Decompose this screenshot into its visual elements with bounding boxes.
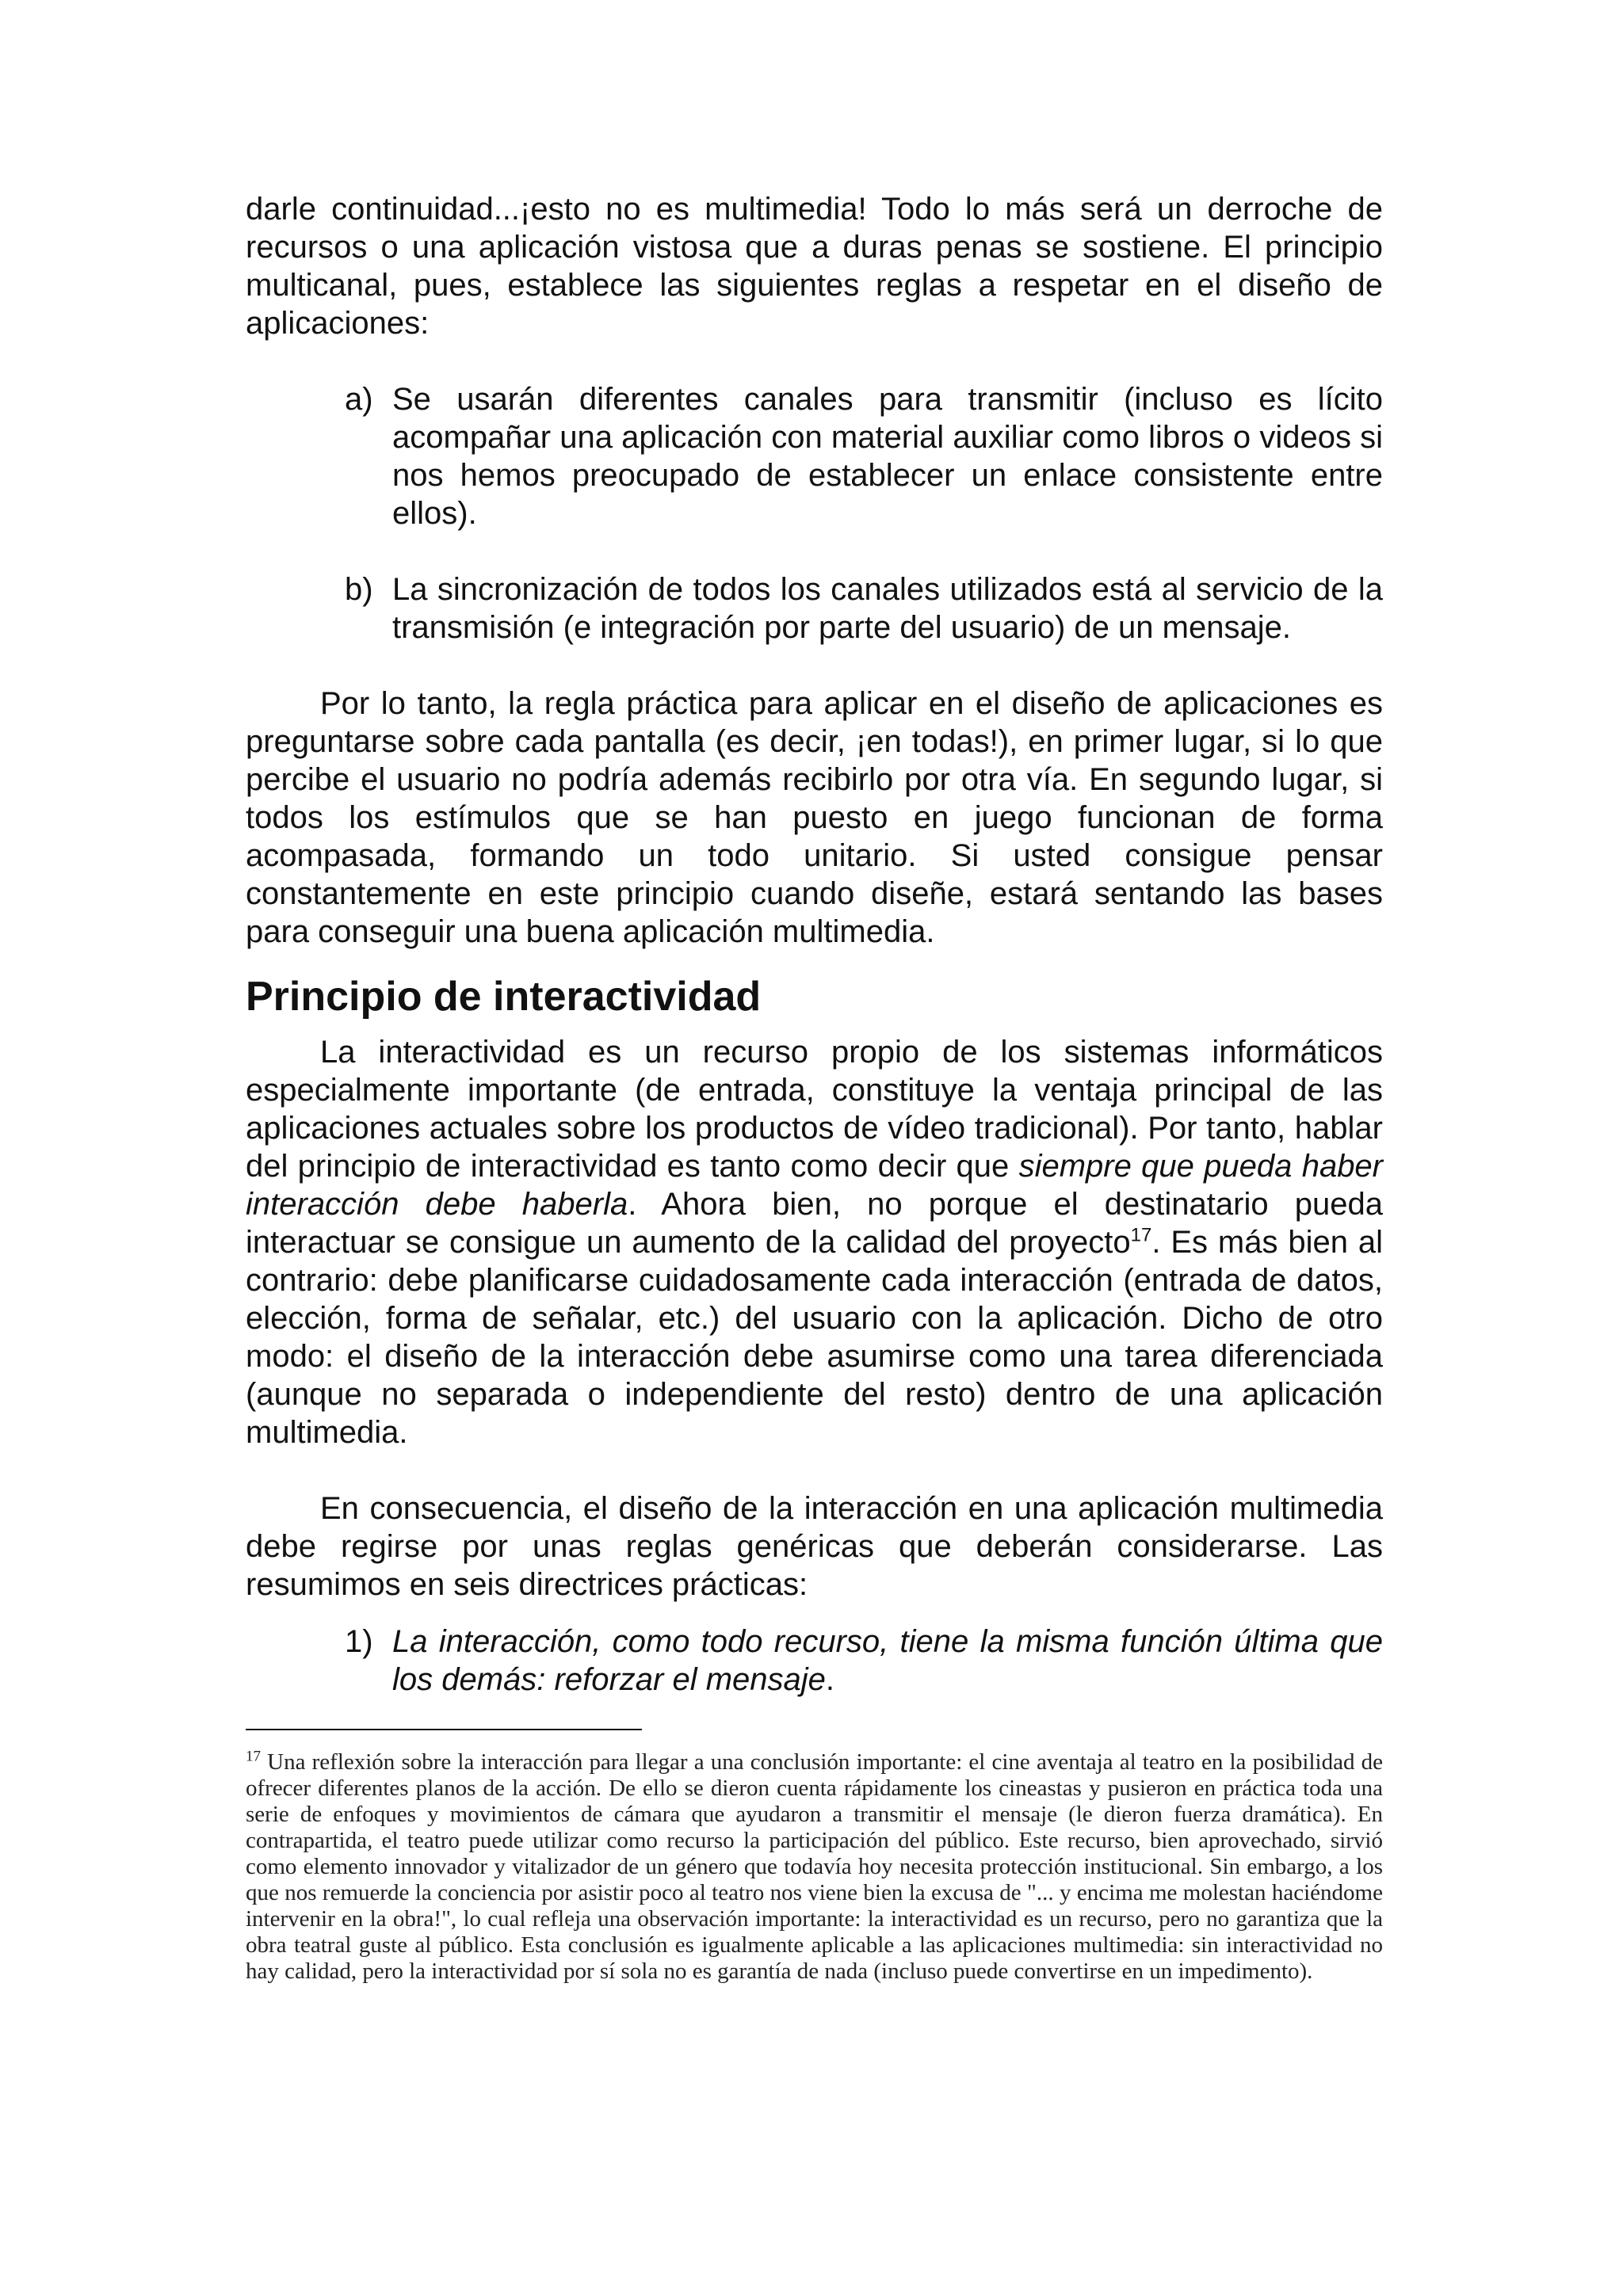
paragraph-interactividad — [246, 1033, 1383, 1451]
list-marker: a) — [345, 382, 373, 417]
footnote-17 — [246, 1749, 1383, 1985]
document-page — [246, 190, 1383, 1985]
list-item-a — [345, 380, 1383, 532]
list-item-text: . — [825, 1662, 835, 1697]
list-item-1 — [345, 1623, 1383, 1699]
list-marker: 1) — [345, 1624, 373, 1659]
paragraph-practical-rule: Por lo tanto, la regla práctica para aplicar en el diseño de aplicaciones es preguntarse sobre cada pantalla (es decir, ¡en todas!), en primer lugar, si lo que percibe el usuario no podría además recibirlo por otra vía. En segundo lugar, si todos los estímulos que se han puesto en juego funcionan de forma acompasada, formando un todo unitario. Si usted consigue pensar constantemente en este principio cuando diseñe, estará sentando las bases para conseguir una buena aplicación multimedia. — [246, 686, 1383, 949]
list-item-b — [345, 570, 1383, 646]
list-item-text: La sincronización de todos los canales utilizados está al servicio de la transmisión (e integración por parte del usuario) de un mensaje. — [392, 572, 1383, 645]
footnote-text: Una reflexión sobre la interacción para llegar a una conclusión importante: el cine aventaja al teatro en la posibilidad de ofrecer diferentes planos de la acción. De ello se dieron cuenta rápidamente los cineastas y pusieron en práctica toda una serie de enfoques y movimientos de cámara que ayudaron a transmitir el mensaje (le dieron fuerza dramática). En contrapartida, el teatro puede utilizar como recurso la participación del público. Este recurso, bien aprovechado, sirvió como elemento innovador y vitalizador de un género que todavía hoy necesita protección institucional. Sin embargo, a los que nos remuerde la conciencia por asistir poco al teatro nos viene bien la excusa de "... y encima me molestan haciéndome intervenir en la obra!", lo cual refleja una observación importante: la interactividad es un recurso, pero no garantiza que la obra teatral guste al público. Esta conclusión es igualmente aplicable a las aplicaciones multimedia: sin interactividad no hay calidad, pero la interactividad por sí sola no es garantía de nada (incluso puede convertirse en un impedimento). — [246, 1749, 1383, 1984]
paragraph-multicanal-rules: darle continuidad...¡esto no es multimedia! Todo lo más será un derroche de recursos o una aplicación vistosa que a duras penas se sostiene. El principio multicanal, pues, establece las siguientes reglas a respetar en el diseño de aplicaciones: — [246, 192, 1383, 341]
text-run: La interactividad es un recurso propio de los sistemas informáticos especialmente importante (de entrada, constituye la ventaja principal de las aplicaciones actuales sobre los productos de vídeo tradicional). Por tanto, hablar del principio de interactividad es tanto como decir que — [246, 1035, 1383, 1184]
footnote-number: 17 — [246, 1748, 261, 1765]
list-marker: b) — [345, 572, 373, 607]
letter-list — [246, 380, 1383, 646]
text-run: . Ahora bien, no porque el destinatario pueda interactuar se consigue un aumento de la calidad del proyecto — [246, 1187, 1383, 1260]
section-heading: Principio de interactividad — [246, 974, 762, 1020]
number-list — [246, 1623, 1383, 1699]
list-item-text-italic: La interacción, como todo recurso, tiene la misma función última que los demás: reforzar el mensaje — [392, 1624, 1383, 1697]
footnote-reference[interactable]: 17 — [1130, 1224, 1152, 1246]
paragraph-consecuencia: En consecuencia, el diseño de la interacción en una aplicación multimedia debe regirse por unas reglas genéricas que deberán considerarse. Las resumimos en seis directrices prácticas: — [246, 1491, 1383, 1602]
italic-text-run: siempre que pueda haber interacción debe haberla — [246, 1149, 1383, 1222]
list-item-text: Se usarán diferentes canales para transmitir (incluso es lícito acompañar una aplicación con material auxiliar como libros o videos si nos hemos preocupado de establecer un enlace consistente entre ellos). — [392, 382, 1383, 531]
text-run: . Es más bien al contrario: debe planificarse cuidadosamente cada interacción (entrada de datos, elección, forma de señalar, etc.) del usuario con la aplicación. Dicho de otro modo: el diseño de la interacción debe asumirse como una tarea diferenciada (aunque no separada o independiente del resto) dentro de una aplicación multimedia. — [246, 1225, 1383, 1450]
